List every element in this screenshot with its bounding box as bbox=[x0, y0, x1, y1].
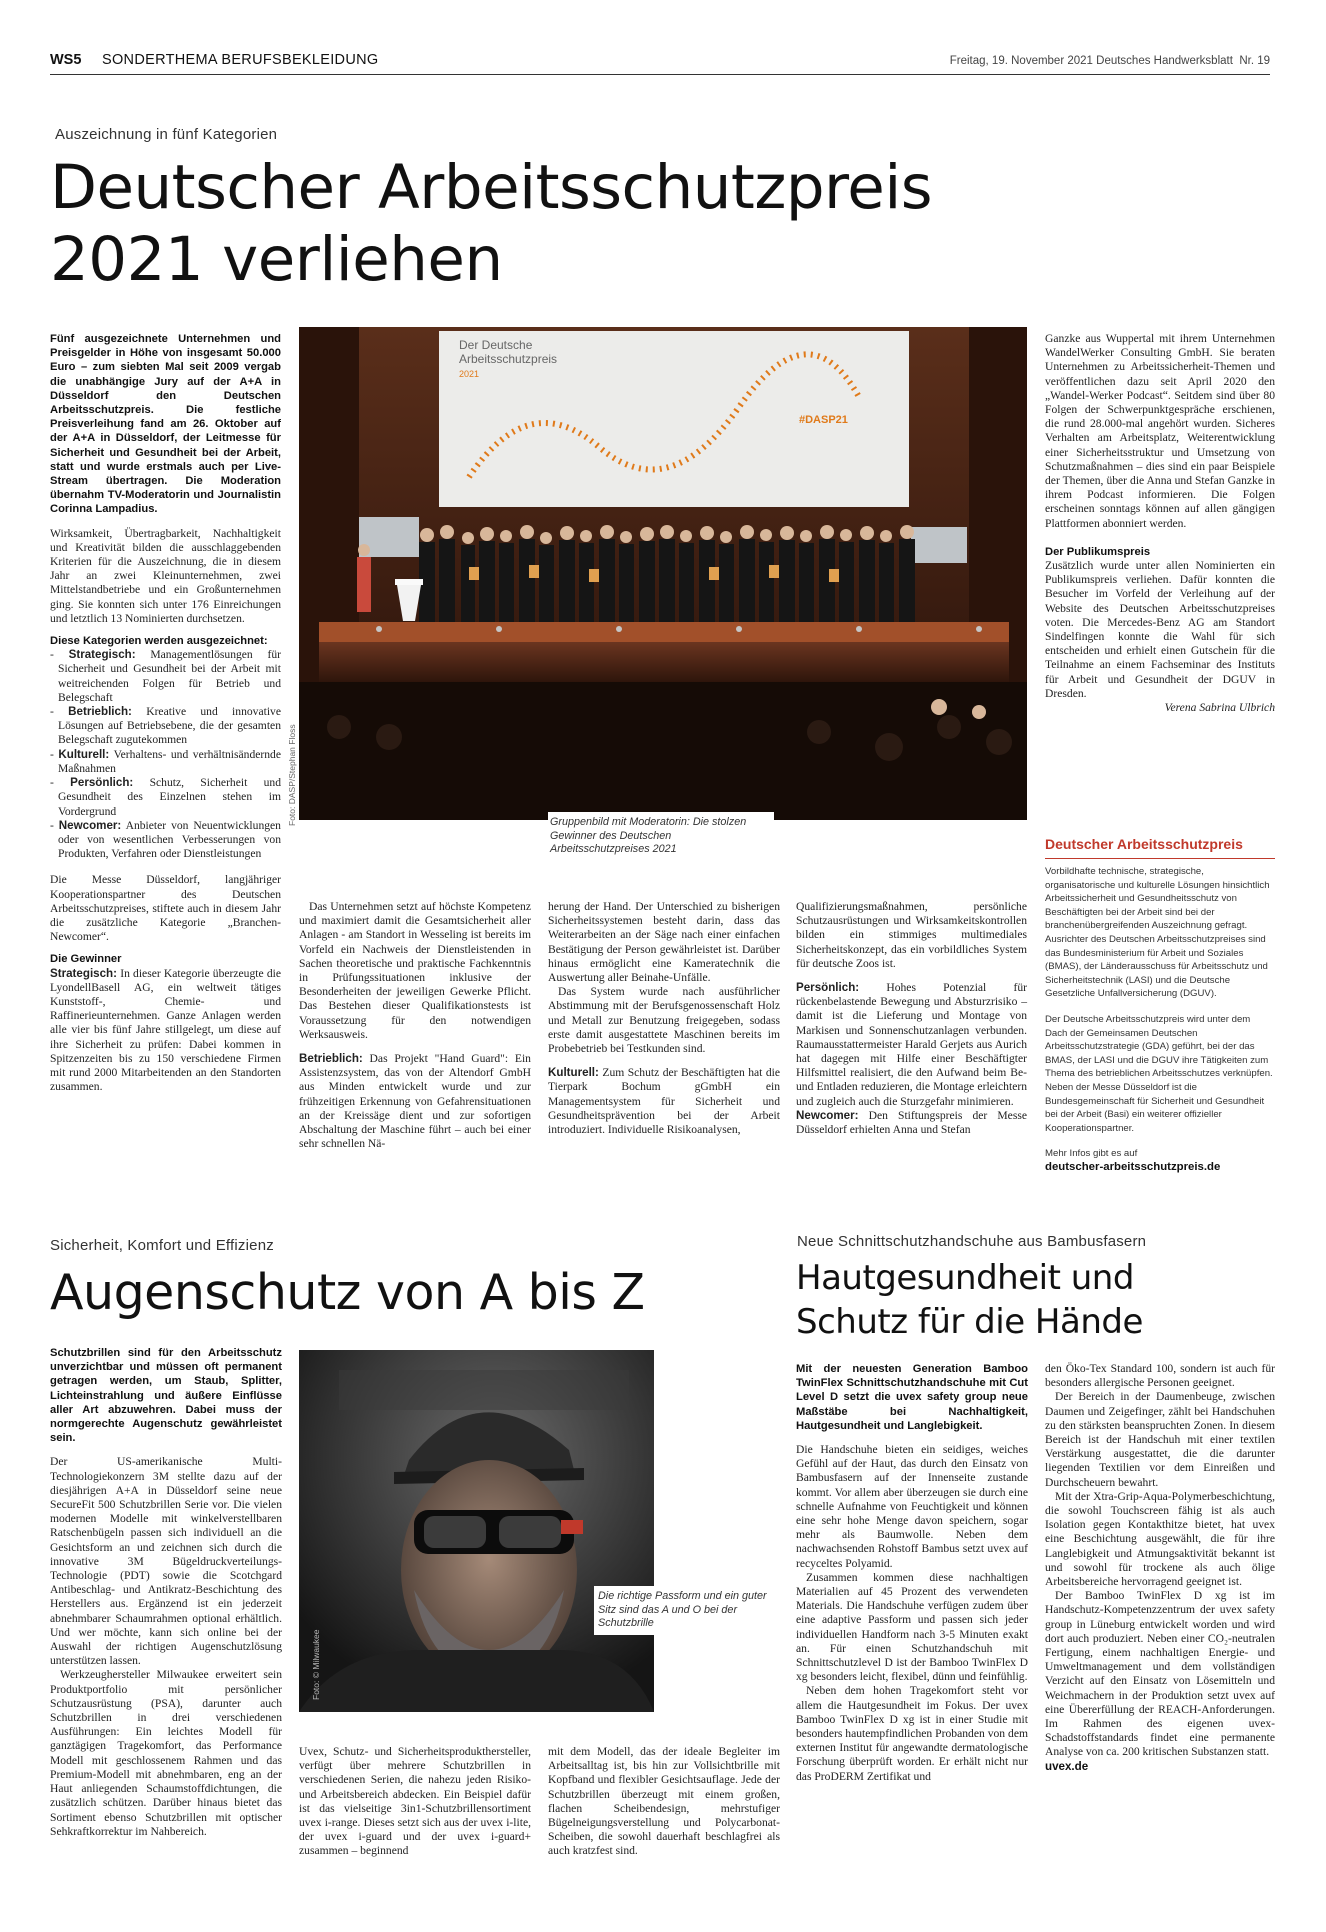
article1-col5 bbox=[1045, 332, 1275, 715]
caption-box bbox=[548, 812, 774, 860]
winner-text: Hohes Potenzial für rückenbelastende Bewegung und Absturzrisiko – damit ist die Lieferung und Montage von Markisen und Sonnenschutzanlagen verbunden. Raumausstattermeister Harald Gerjets aus Aurich hat dagegen mit Hilfe einer Beschäftigter Hilfsmittel realisiert, die den Aufwand beim Be- und Entladen reduzieren, die Montage erleichtern und zugleich auch die Sturzgefahr minimieren. bbox=[796, 981, 1027, 1108]
category-label: Newcomer: bbox=[58, 818, 122, 832]
article3-col1 bbox=[796, 1362, 1028, 1784]
more-info-text: Mehr Infos gibt es auf bbox=[1045, 1148, 1138, 1160]
article1-kicker: Auszeichnung in fünf Kategorien bbox=[55, 126, 278, 143]
category-label: Betrieblich: bbox=[68, 705, 132, 719]
category-label: Strategisch: bbox=[68, 648, 136, 662]
header-rule bbox=[50, 74, 1270, 75]
paragraph: Mit der Xtra-Grip-Aqua-Polymerbeschichtung, die sowohl Touchscreen fähig ist als auch Isolation gegen Kontakthitze bietet, hat uvex eine Beschichtung ausgewählt, die für ihre Langlebigkeit und Atmungsaktivität bekannt ist und sowohl für trockene als auch ölige Arbeitsbereiche hervorragend geeignet ist. bbox=[1045, 1489, 1275, 1589]
publikum-heading: Der Publikumspreis bbox=[1045, 545, 1151, 558]
list-item: - Newcomer: Anbieter von Neuentwicklungen oder von wesentlichen Verbesserungen von Produkten, Verfahren oder Dienstleistungen bbox=[50, 818, 281, 861]
article3-lead: Mit der neuesten Generation Bamboo TwinFlex Schnittschutzhandschuhe mit Cut Level D setzt die uvex safety group neue Maßstäbe bei Nachhaltigkeit, Hautgesundheit und Langlebigkeit. bbox=[796, 1363, 1028, 1432]
article2-col2 bbox=[299, 1745, 531, 1859]
stage-illustration bbox=[299, 327, 1027, 820]
article1-lead: Fünf ausgezeichnete Unternehmen und Preisgelder in Höhe von insgesamt 50.000 Euro – zum siebten Mal seit 2009 vergab die unabhängige Jury auf der A+A in Düsseldorf den Deutschen Arbeitsschutzpreis. Die festliche Preisverleihung fand am 26. Oktober auf der A+A in Düsseldorf, der Leitmesse für Sicherheit und Gesundheit bei der Arbeit, statt und wurde erstmals auch per Live-Stream übertragen. Die Moderation übernahm TV-Moderatorin und Journalistin Corinna Lampadius. bbox=[50, 333, 281, 516]
article2-kicker: Sicherheit, Komfort und Effizienz bbox=[50, 1237, 274, 1254]
photo-credit: Foto: DASP/Stephan Floss bbox=[287, 724, 297, 826]
paragraph: Uvex, Schutz- und Sicherheitsprodukthersteller, verfügt über mehrere Schutzbrillen in verschiedenen Serien, die nahezu jeden Risiko- und Arbeitsbereich abdecken. Ein Beispiel dafür ist das vielseitige 3in1-Schutzbrillensortiment uvex i-range. Dieses setzt sich aus der uvex i-lite, der uvex i-guard und der uvex i-guard+ zusammen – beginnend bbox=[299, 1745, 531, 1858]
award-ceremony-photo bbox=[299, 327, 1027, 820]
paragraph: Ganzke aus Wuppertal mit ihrem Unternehmen WandelWerker Consulting GmbH. Sie beraten Unternehmen zu Arbeitssicherheit-Themen und veröffentlichen dazu seit April 2020 den „Wandel-Werker Podcast“. Seitdem sind über 80 Folgen der Schwerpunktgespräche erschienen, die rund 28.000-mal angehört wurden. Sicheres Verhalten am Arbeitsplatz, Weiterentwicklung einer Sicherheitsstruktur und Umsetzung von Schutzmaßnahmen – dies sind ein paar Beispiele der Themen, über die Anna und Stefan Ganzke in ihrem Podcast informieren. Die Folgen erscheinen sonntags können auf allen gängigen Plattformen abonniert werden. bbox=[1045, 332, 1275, 530]
winner-label: Betrieblich: bbox=[299, 1052, 363, 1066]
winner-text: Das Projekt "Hand Guard": Ein Assistenzsystem, das von der Altendorf GmbH aus Minden entwickelt wurde und zur frühzeitigen Erkennung von Gefahrensituationen an der Kreissäge dient und zur sofortigen Abschaltung der Maschine führt – auch bei einer sehr schnellen Nä- bbox=[299, 1052, 531, 1151]
paragraph: Vorbildhafte technische, strategische, organisatorische und kulturelle Lösungen hinsichtlich Arbeitssicherheit und Gesundheitsschutz von Beschäftigten bei der Arbeit sind bei der branchenübergreifenden Auszeichnung gefragt. Ausrichter des Deutschen Arbeitsschutzpreises sind das Bundesministerium für Arbeit und Soziales (BMAS), der Länderausschuss für Arbeitsschutz und Sicherheitstechnik (LASI) und die Deutsche Gesetzliche Unfallversicherung (DGUV). bbox=[1045, 866, 1270, 1000]
header-dateline bbox=[950, 55, 1270, 67]
category-text: Schutz, Sicherheit und Gesundheit des Einzelnen stehen im Vordergrund bbox=[58, 776, 281, 818]
dateline: Freitag, 19. November 2021 Deutsches Handwerksblatt bbox=[949, 55, 1233, 67]
paragraph: Zusammen kommen diese nachhaltigen Materialien auf 45 Prozent des verwendeten Materials. Die Handschuhe verfügen zudem über eine adaptive Passform und passen sich jeder individuellen Handform nach 3-5 Minuten exakt an. Für einen Schutzhandschuh mit Schnittschutzlevel D ist der Bamboo TwinFlex D xg besonders leicht, flexibel, dünn und feinfühlig. bbox=[796, 1570, 1028, 1684]
winner-label: Persönlich: bbox=[796, 981, 860, 995]
screen-hashtag: #DASP21 bbox=[799, 414, 848, 426]
paragraph: Die Messe Düsseldorf, langjähriger Kooperationspartner des Deutschen Arbeitsschutzpreises, stiftete auch in diesem Jahr die zusätzliche Kategorie „Branchen-Newcomer“. bbox=[50, 873, 281, 944]
categories-list bbox=[50, 648, 281, 861]
article3-col2 bbox=[1045, 1362, 1275, 1774]
article3-kicker: Neue Schnittschutzhandschuhe aus Bambusfasern bbox=[797, 1233, 1147, 1250]
screen-year: 2021 bbox=[459, 369, 480, 379]
list-item: - Persönlich: Schutz, Sicherheit und Gesundheit des Einzelnen stehen im Vordergrund bbox=[50, 776, 281, 818]
winner-text: Zum Schutz der Beschäftigten hat die Tierpark Bochum gGmbH ein Managementsystem für Sicherheit und Gesundheitsprävention bei der Arbeit introduziert. Individuelle Risikoanalysen, bbox=[548, 1066, 780, 1137]
paragraph: Der Bamboo TwinFlex D xg ist im Handschutz-Kompetenzzentrum der uvex safety group in Lüneburg entwickelt worden und wird dort auch produziert. Neben einer CO₂-neutralen Fertigung, einem nachhaltigen Energie- und Umweltmanagement und dem vollständigen Verzicht auf den Einsatz von Lösemitteln und Weichmachern in der Produktion setzt uvex auf eine Übererfüllung der REACH-Anforderungen. Im Rahmen des eigenen uvex-Schadstoffstandards findet eine permanente Analyse von ca. 200 kritischen Substanzen statt. bbox=[1045, 1589, 1275, 1759]
category-label: Persönlich: bbox=[70, 776, 134, 790]
paragraph: Neben dem hohen Tragekomfort steht vor allem die Hautgesundheit im Fokus. Der uvex Bamboo TwinFlex D xg ist in einer Studie mit besonders hautempfindlichen Probanden von dem externen Institut für angewandte dermatologische Forschung überprüft worden. Er erhält nicht nur das ProDERM Zertifikat und bbox=[796, 1684, 1028, 1783]
author: Verena Sabrina Ulbrich bbox=[1164, 701, 1275, 715]
category-text: Anbieter von Neuentwicklungen oder von wesentlichen Verbesserungen von Produkten, Verfahren oder Dienstleistungen bbox=[58, 818, 281, 861]
paragraph: Das Unternehmen setzt auf höchste Kompetenz und maximiert damit die Gesamtsicherheit aller Anlagen - am Standort in Wesseling ist bereits im Vorfeld ein Nachweis der Dienstleistenden in Sachen theoretische und praktische Fachkenntnis in Prüfungssituationen inklusive der Besonderheiten der jeweiligen Gewerke Pflicht. Das Bestehen dieser Qualifikationstests ist Voraussetzung für den notwendigen Werksausweis. bbox=[299, 900, 531, 1041]
category-text: Managementlösungen für Sicherheit und Gesundheit bei der Arbeit mit weitreichenden Folgen für Betrieb und Belegschaft bbox=[58, 648, 281, 704]
list-item: - Betrieblich: Kreative und innovative Lösungen auf Betriebsebene, die der gesamten Belegschaft zugutekommen bbox=[50, 705, 281, 747]
paragraph: Der Deutsche Arbeitsschutzpreis wird unter dem Dach der Gemeinsamen Deutschen Arbeitsschutzstrategie (GDA) geführt, bei der das BMAS, der LASI und die DGUV ihre Tätigkeiten zum Thema des betrieblichen Arbeitsschutzes verknüpfen. Neben der Messe Düsseldorf ist die Bundesgemeinschaft für Sicherheit und Gesundheit bei der Arbeit (Basi) ein weiterer offizieller Kooperationspartner. bbox=[1045, 1013, 1273, 1134]
headline-line: 2021 verliehen bbox=[50, 224, 503, 295]
winner-label: Newcomer: bbox=[796, 1108, 859, 1122]
screen-title: Arbeitsschutzpreis bbox=[459, 352, 558, 366]
info-box-rule bbox=[1045, 858, 1275, 859]
article2-lead: Schutzbrillen sind für den Arbeitsschutz unverzichtbar und müssen oft permanent getragen werden, um Staub, Splitter, Lichteinstrahlung und äußere Einflüsse aller Art abzuwehren. Dabei muss der normgerechte Augenschutz gewährleistet sein. bbox=[50, 1347, 282, 1445]
headline-line: Schutz für die Hände bbox=[796, 1302, 1143, 1342]
list-item: - Strategisch: Managementlösungen für Sicherheit und Gesundheit bei der Arbeit mit weitreichenden Folgen für Betrieb und Belegschaft bbox=[50, 648, 281, 704]
paragraph: mit dem Modell, das der ideale Begleiter im Arbeitsalltag ist, bis hin zur Vollsichtbrille mit Kopfband und flexibler Gesichtsauflage. Jede der Schutzbrillen überzeugt mit einem großen, flachen Scheibendesign, mehrstufiger Bügelneigungsverstellung und Polycarbonat-Scheiben, die sowohl dauerhaft beschlagfrei als auch kratzfest sind. bbox=[548, 1745, 780, 1858]
issue-number: Nr. 19 bbox=[1239, 55, 1270, 67]
winner-label: Strategisch: bbox=[50, 966, 118, 980]
winner-text: Den Stiftungspreis der Messe Düsseldorf erhielten Anna und Stefan bbox=[796, 1108, 1027, 1137]
paragraph: Der Bereich in der Daumenbeuge, zwischen Daumen und Zeigefinger, zählt bei Handschuhen zu den stärksten beanspruchten Zonen. In diesem Bereich ist der Handschuh mit einer textilen Verstärkung ausgestattet, die die darunter liegenden Textilien vor dem Einreißen und Durchscheuern bewahrt. bbox=[1045, 1390, 1275, 1489]
paragraph: Der US-amerikanische Multi-Technologiekonzern 3M stellte dazu auf der diesjährigen A+A in Düsseldorf seine neue SecureFit 500 Schutzbrillen Serie vor. Die vielen modernen Modelle mit winkelverstellbaren Ratschenbügeln passen sich individuell an die Gesichtsform an und zeichnen sich durch die innovative 3M Bügeldruckverteilungs-Technologie (PDT) sowie die Scotchgard Antibeschlag- und Antikratz-Beschichtung des Herstellers aus. Ergänzend ist ein jederzeit abnehmbarer Schaumrahmen optional erhältlich. Und wer möchte, kann sich online bei der Auswahl der richtigen Augenschutzlösung unterstützen lassen. bbox=[50, 1455, 282, 1668]
photo-credit: Foto: © Milwaukee bbox=[311, 1629, 321, 1700]
paragraph: Das System wurde nach ausführlicher Abstimmung mit der Berufsgenossenschaft Holz und Metall zur Benutzung freigegeben, sodass erste damit ausgestattete Maschinen bereits im Probebetrieb bei Testkunden sind. bbox=[548, 985, 780, 1056]
photo-caption: Die richtige Passform und ein guter Sitz sind das A und O bei der Schutzbrille bbox=[598, 1590, 767, 1629]
caption-box bbox=[594, 1586, 772, 1635]
article1-col1 bbox=[50, 332, 281, 1094]
article2-headline: Augenschutz von A bis Z bbox=[50, 1264, 645, 1321]
info-box bbox=[1045, 836, 1275, 1174]
category-text: Verhaltens- und verhältnisändernde Maßnahmen bbox=[58, 747, 281, 775]
article1-headline bbox=[50, 152, 932, 296]
headline-line: Deutscher Arbeitsschutzpreis bbox=[50, 152, 933, 223]
winners-heading: Die Gewinner bbox=[50, 953, 122, 966]
paragraph: Die Handschuhe bieten ein seidiges, weiches Gefühl auf der Haut, das durch den Einsatz von Bambusfasern auf der Innenseite zustande kommt. Vor allem aber überzeugen sie durch eine schnelle Aufnahme von Feuchtigkeit und können eine sehr hohe Menge davon speichern, sogar mehr als Baumwolle. Neben dem nachwachsenden Rohstoff Bambus setzt uvex auf recyceltes Polyamid. bbox=[796, 1443, 1028, 1570]
article1-col4 bbox=[796, 900, 1027, 1137]
article2-col3 bbox=[548, 1745, 780, 1859]
category-text: Kreative und innovative Lösungen auf Betriebsebene, die der gesamten Belegschaft zugutekommen bbox=[58, 705, 281, 747]
info-box-link[interactable]: deutscher-arbeitsschutzpreis.de bbox=[1045, 1160, 1221, 1173]
article1-col3 bbox=[548, 900, 780, 1137]
list-item: - Kulturell: Verhaltens- und verhältnisändernde Maßnahmen bbox=[50, 747, 281, 775]
category-label: Kulturell: bbox=[58, 747, 110, 761]
paragraph: Zusätzlich wurde unter allen Nominierten ein Publikumspreis verliehen. Dafür konnten die Besucher im Vorfeld der Verleihung auf der Website des Deutschen Arbeitsschutzpreises voten. Die Mercedes-Benz AG am Standort Sindelfingen konnte die Wahl für sich entscheiden und erhielt einen Gutschein für die Teilnahme an einem Fachseminar des Instituts für Arbeit und Gesundheit der DGUV in Dresden. bbox=[1045, 559, 1275, 700]
safety-glasses-photo bbox=[299, 1350, 654, 1712]
article1-col2 bbox=[299, 900, 531, 1151]
article3-headline bbox=[796, 1256, 1143, 1344]
worker-illustration bbox=[299, 1350, 654, 1712]
paragraph: herung der Hand. Der Unterschied zu bisherigen Sicherheitssystemen besteht darin, dass das Weiterarbeiten an der Säge nach einer einfachen Bestätigung der Person gewährleistet ist. Darüber hinaus ermöglicht eine Kameratechnik die Auswertung aller Beinahe-Unfälle. bbox=[548, 900, 780, 985]
paragraph: Wirksamkeit, Übertragbarkeit, Nachhaltigkeit und Kreativität bilden die ausschlaggebenden Kriterien für die Auszeichnung, die in diesem Jahr an zwei Kleinunternehmen, zwei Mittelstandbetriebe und ein Großunternehmen ging. Sie konnten sich unter 176 Einreichungen und letztlich 13 Nominierten durchsetzen. bbox=[50, 526, 281, 625]
headline-line: Hautgesundheit und bbox=[796, 1258, 1134, 1298]
page-code: WS5 bbox=[50, 52, 82, 68]
paragraph: Werkzeughersteller Milwaukee erweitert sein Produktportfolio mit persönlicher Schutzausrüstung (PSA), darunter auch Schutzbrillen in drei verschiedenen Ausführungen: Ein leichtes Modell für ganztägigen Tragekomfort, das Performance Modell mit geschlossenem Rahmen und das Premium-Modell mit abnehmbaren, eng an der Haut anliegenden Schaumstoffdichtungen, die zusätzlich schützen. Darüber hinaus bietet das Sortiment ebenso Schutzbrillen mit optischer Sehkraftkorrektur im Nahbereich. bbox=[50, 1668, 282, 1838]
paragraph: Qualifizierungsmaßnahmen, persönliche Schutzausrüstungen und Wirksamkeitskontrollen bilden ein stimmiges multimediales Sicherheitskonzept, das ein vorbildliches System für deutsche Zoos ist. bbox=[796, 900, 1027, 970]
categories-heading: Diese Kategorien werden ausgezeichnet: bbox=[50, 635, 268, 648]
article2-col1 bbox=[50, 1346, 282, 1839]
section-title: SONDERTHEMA BERUFSBEKLEIDUNG bbox=[102, 52, 379, 68]
winner-label: Kulturell: bbox=[548, 1066, 599, 1080]
info-box-title: Deutscher Arbeitsschutzpreis bbox=[1045, 836, 1243, 852]
info-box-body bbox=[1045, 865, 1275, 1174]
winner-text: In dieser Kategorie überzeugte die LyondellBasell AG, ein weltweit tätiges Kunststoff-, Chemie- und Raffinerieunternehmen. Ganze Anlagen werden alle vier bis fünf Jahre stillgelegt, um diese auf ihre Sicherheit zu prüfen: Dabei kommen in Spitzenzeiten bis zu 150 verschiedene Firmen mit rund 2000 Mitarbeitenden an den Standorten zusammen. bbox=[50, 966, 281, 1094]
uvex-link[interactable]: uvex.de bbox=[1045, 1759, 1089, 1773]
screen-title: Der Deutsche bbox=[459, 338, 533, 352]
photo-caption: Gruppenbild mit Moderatorin: Die stolzen Gewinner des Deutschen Arbeitsschutzpreises 2021 bbox=[550, 816, 747, 855]
paragraph: den Öko-Tex Standard 100, sondern ist auch für besonders allergische Personen geeignet. bbox=[1045, 1362, 1275, 1390]
